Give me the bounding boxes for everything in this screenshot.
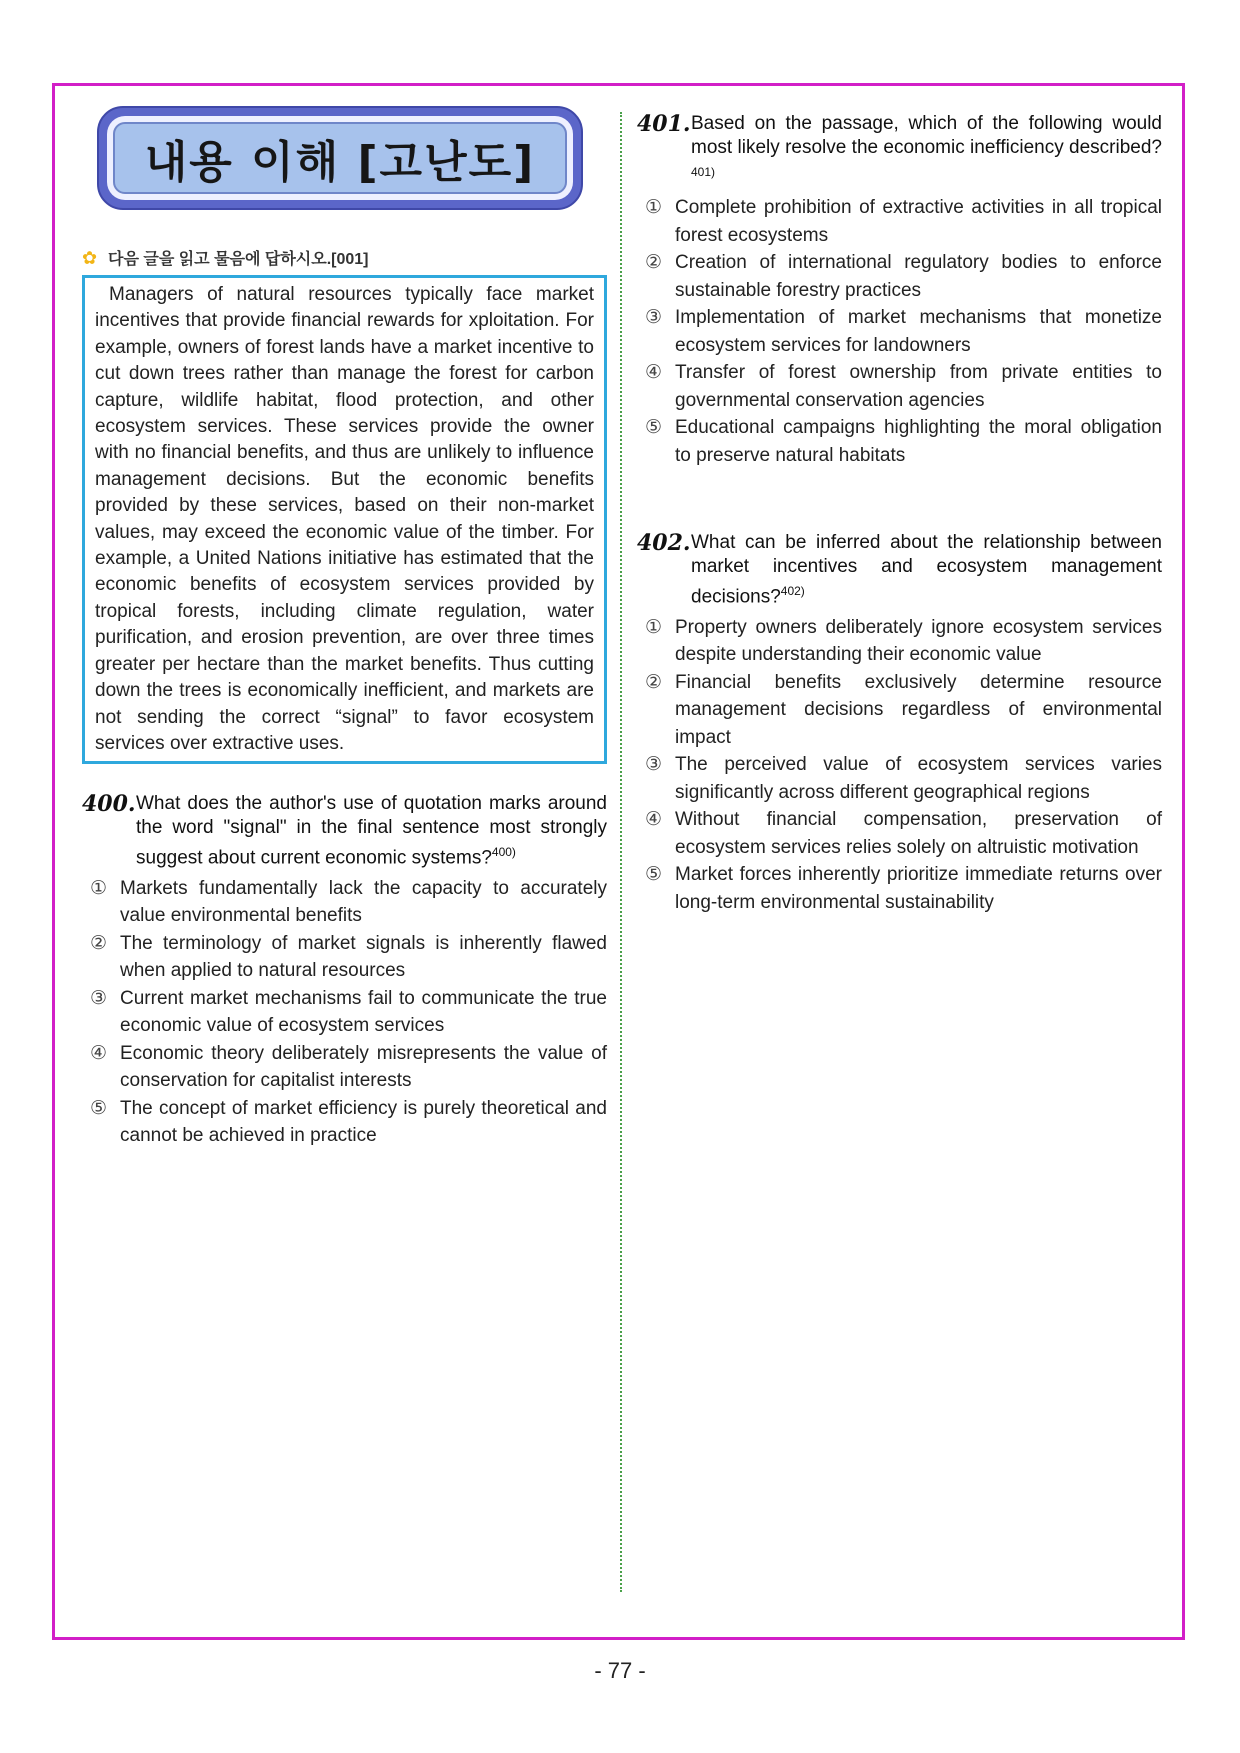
question-ref: 402) bbox=[780, 584, 805, 599]
answer-option[interactable]: ② The terminology of market signals is inherently flawed when applied to natural resources bbox=[90, 932, 607, 982]
column-divider bbox=[620, 112, 622, 1592]
left-column bbox=[82, 106, 607, 1150]
answer-option[interactable]: ① Markets fundamentally lack the capacity to accurately value environmental benefits bbox=[90, 877, 607, 927]
instruction-line bbox=[82, 246, 607, 269]
question-stem: What can be inferred about the relationship between market incentives and ecosystem management decisions? bbox=[691, 532, 1162, 608]
instruction-text: 다음 글을 읽고 물음에 답하시오.[001] bbox=[108, 251, 369, 268]
right-column bbox=[637, 112, 1162, 916]
question-number: 400. bbox=[82, 791, 136, 818]
section-title-banner bbox=[97, 106, 583, 210]
question-stem: What does the author's use of quotation marks around the word "signal" in the final sentence most strongly suggest about current economic systems? bbox=[136, 793, 607, 869]
answer-option[interactable]: ⑤ The concept of market efficiency is purely theoretical and cannot be achieved in practice bbox=[90, 1097, 607, 1147]
answer-option[interactable]: ① Complete prohibition of extractive activities in all tropical forest ecosystems bbox=[645, 197, 1162, 246]
page-number: - 77 - bbox=[594, 1658, 646, 1683]
question-number: 401. bbox=[637, 111, 691, 137]
reading-passage bbox=[82, 275, 607, 764]
question-ref: 400) bbox=[491, 845, 516, 860]
answer-option[interactable]: ③ Implementation of market mechanisms that monetize ecosystem services for landowners bbox=[645, 307, 1162, 356]
question-number: 402. bbox=[637, 530, 691, 557]
question-402 bbox=[637, 531, 1162, 916]
answer-option[interactable]: ⑤ Market forces inherently prioritize immediate returns over long-term environmental sustainability bbox=[645, 864, 1162, 913]
answer-option[interactable]: ① Property owners deliberately ignore ecosystem services despite understanding their economic value bbox=[645, 616, 1162, 666]
answer-option[interactable]: ② Financial benefits exclusively determine resource management decisions regardless of environmental impact bbox=[645, 671, 1162, 748]
answer-options bbox=[82, 875, 607, 1150]
answer-option[interactable]: ③ Current market mechanisms fail to communicate the true economic value of ecosystem services bbox=[90, 987, 607, 1037]
answer-option[interactable]: ③ The perceived value of ecosystem services varies significantly across different geographical regions bbox=[645, 754, 1162, 803]
answer-options bbox=[637, 194, 1162, 469]
question-ref: 401) bbox=[691, 165, 716, 179]
answer-option[interactable]: ⑤ Educational campaigns highlighting the moral obligation to preserve natural habitats bbox=[645, 417, 1162, 466]
answer-option[interactable]: ② Creation of international regulatory bodies to enforce sustainable forestry practices bbox=[645, 252, 1162, 301]
answer-option[interactable]: ④ Without financial compensation, preservation of ecosystem services relies solely on altruistic motivation bbox=[645, 809, 1162, 858]
answer-option[interactable]: ④ Economic theory deliberately misrepresents the value of conservation for capitalist interests bbox=[90, 1042, 607, 1092]
flower-icon: ✿ bbox=[82, 247, 98, 268]
question-401 bbox=[637, 112, 1162, 469]
section-title: 내용 이해 [고난도] bbox=[144, 137, 536, 188]
passage-text: Managers of natural resources typically face market incentives that provide financial rewards for xploitation. For example, owners of forest lands have a market incentive to cut down trees rather than manage the forest for carbon capture, wildlife habitat, flood protection, and other ecosystem services. These services provide the owner with no financial benefits, and thus are unlikely to influence management decisions. But the economic benefits provided by these services, based on their non-market values, may exceed the economic value of the timber. For example, a United Nations initiative has estimated that the economic benefits of ecosystem services provided by tropical forests, including climate regulation, water purification, and erosion prevention, are over three times greater per hectare than the market benefits. Thus cutting down the trees is economically inefficient, and markets are not sending the correct “signal” to favor ecosystem services over extractive uses. bbox=[95, 284, 594, 754]
question-400 bbox=[82, 792, 607, 1149]
question-stem: Based on the passage, which of the following would most likely resolve the economic inefficiency described? bbox=[691, 113, 1162, 158]
answer-options bbox=[637, 614, 1162, 917]
answer-option[interactable]: ④ Transfer of forest ownership from private entities to governmental conservation agencies bbox=[645, 362, 1162, 411]
